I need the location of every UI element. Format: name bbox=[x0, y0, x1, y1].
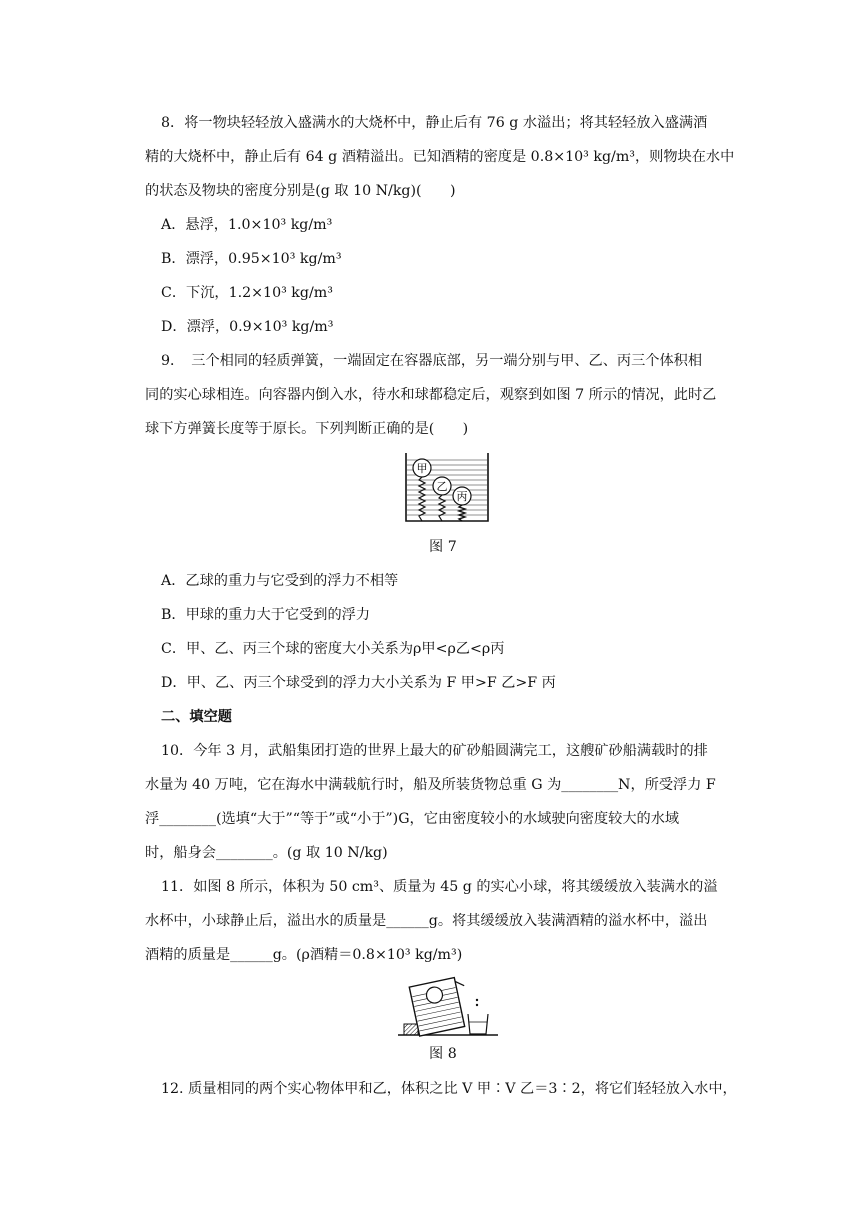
q9-option-c: C．甲、乙、丙三个球的密度大小关系为ρ甲<ρ乙<ρ丙 bbox=[161, 641, 505, 657]
q9-option-d: D．甲、乙、丙三个球受到的浮力大小关系为 F 甲>F 乙>F 丙 bbox=[161, 675, 556, 691]
q11-line1: 11．如图 8 所示，体积为 50 cm³、质量为 45 g 的实心小球，将其缓缓放入装满水的溢 bbox=[161, 879, 718, 895]
q10-line3: 浮________(选填“大于”“等于”或“小于”)G，它由密度较小的水域驶向密度较大的水域 bbox=[145, 811, 680, 827]
overflow-cup bbox=[409, 976, 472, 1036]
q9-line1: 9． 三个相同的轻质弹簧，一端固定在容器底部，另一端分别与甲、乙、丙三个体积相 bbox=[161, 353, 703, 369]
q9-line3: 球下方弹簧长度等于原长。下列判断正确的是( ) bbox=[145, 421, 469, 437]
figure-7-caption: 图 7 bbox=[429, 539, 457, 555]
support-block bbox=[404, 1024, 418, 1035]
q9-line2: 同的实心球相连。向容器内倒入水，待水和球都稳定后，观察到如图 7 所示的情况，此时乙 bbox=[145, 387, 717, 403]
q9-option-a: A．乙球的重力与它受到的浮力不相等 bbox=[161, 573, 399, 589]
q8-line2: 精的大烧杯中，静止后有 64 g 酒精溢出。已知酒精的密度是 0.8×10³ kg/m³，则物块在水中 bbox=[145, 149, 735, 165]
q9-option-b: B．甲球的重力大于它受到的浮力 bbox=[161, 607, 371, 623]
q10-line1: 10．今年 3 月，武船集团打造的世界上最大的矿砂船圆满完工，这艘矿砂船满载时的排 bbox=[161, 743, 708, 759]
spring-bing bbox=[459, 505, 465, 521]
q8-line3: 的状态及物块的密度分别是(g 取 10 N/kg)( ) bbox=[145, 183, 456, 199]
section-heading-fill-blank: 二、填空题 bbox=[161, 709, 232, 725]
q11-line3: 酒精的质量是______g。(ρ酒精＝0.8×10³ kg/m³) bbox=[145, 947, 463, 963]
q8-option-d: D．漂浮，0.9×10³ kg/m³ bbox=[161, 319, 334, 335]
ball-label-jia: 甲 bbox=[416, 462, 428, 475]
spring-yi bbox=[439, 495, 445, 521]
q12-line1: 12. 质量相同的两个实心物体甲和乙，体积之比 V 甲∶V 乙＝3∶2，将它们轻轻放入水中， bbox=[161, 1081, 737, 1097]
figure-8-overflow-cup-diagram bbox=[396, 972, 500, 1038]
q10-line2: 水量为 40 万吨，它在海水中满载航行时，船及所装货物总重 G 为________N，所受浮力 F bbox=[145, 777, 716, 793]
q10-line4: 时，船身会________。(g 取 10 N/kg) bbox=[145, 845, 388, 861]
q8-option-a: A．悬浮，1.0×10³ kg/m³ bbox=[161, 217, 333, 233]
q8-line1: 8．将一物块轻轻放入盛满水的大烧杯中，静止后有 76 g 水溢出；将其轻轻放入盛满酒 bbox=[161, 115, 708, 131]
spring-jia bbox=[419, 477, 425, 521]
q8-option-b: B．漂浮，0.95×10³ kg/m³ bbox=[161, 251, 342, 267]
figure-8-caption: 图 8 bbox=[429, 1046, 457, 1062]
beaker bbox=[468, 1014, 488, 1034]
q11-line2: 水杯中，小球静止后，溢出水的质量是______g。将其缓缓放入装满酒精的溢水杯中，溢出 bbox=[145, 913, 708, 929]
ball-label-yi: 乙 bbox=[436, 480, 448, 493]
ball-label-bing: 丙 bbox=[456, 490, 468, 503]
figure-7-container-diagram bbox=[402, 451, 492, 525]
q8-option-c: C．下沉，1.2×10³ kg/m³ bbox=[161, 285, 333, 301]
